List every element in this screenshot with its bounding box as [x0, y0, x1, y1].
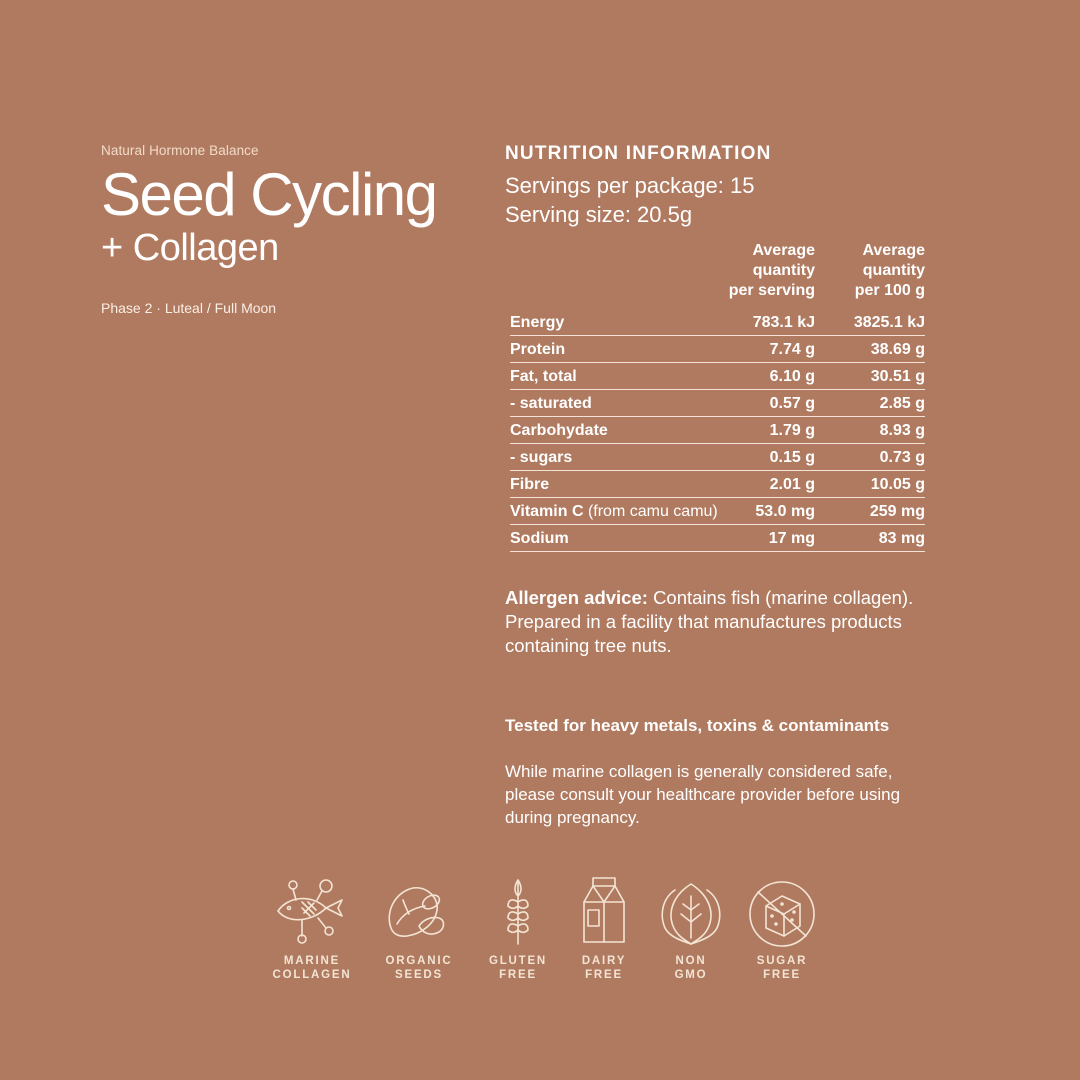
- seeds-icon: [379, 876, 459, 948]
- nutrition-heading: NUTRITION INFORMATION: [505, 143, 772, 164]
- milk-carton-icon: [564, 876, 644, 948]
- nutrient-name: Fat, total: [510, 368, 577, 385]
- allergen-advice: [505, 586, 925, 658]
- nutrient-name: Sodium: [510, 530, 569, 547]
- per-serving-value: 0.15 g: [725, 444, 815, 471]
- product-tagline: Natural Hormone Balance: [101, 143, 259, 158]
- allergen-label: Allergen advice:: [505, 587, 648, 608]
- per-serving-value: 7.74 g: [725, 336, 815, 363]
- per-100g-value: 2.85 g: [815, 390, 925, 417]
- badge-label: GLUTEN FREE: [488, 955, 548, 981]
- per-serving-value: 2.01 g: [725, 471, 815, 498]
- sugar-cube-icon: [742, 876, 822, 948]
- badge-sugar-free: [732, 876, 832, 982]
- col-100-line1: Average: [862, 242, 925, 259]
- product-title-sub: + Collagen: [101, 227, 279, 269]
- nutrition-table-body: [510, 309, 925, 552]
- table-row: [510, 525, 925, 552]
- badge-label: DAIRY FREE: [581, 955, 627, 981]
- nutrient-name-cell: [510, 390, 725, 417]
- nutrient-note: (from camu camu): [587, 503, 718, 520]
- per-100g-value: 30.51 g: [815, 363, 925, 390]
- badge-dairy-free: [554, 876, 654, 982]
- per-serving-value: 783.1 kJ: [725, 309, 815, 336]
- table-row: [510, 417, 925, 444]
- col-100-line2: quantity: [862, 262, 925, 279]
- badge-organic-seeds: [369, 876, 469, 982]
- table-row: [510, 471, 925, 498]
- col-serving-line2: quantity: [752, 262, 815, 279]
- nutrient-name-cell: [510, 444, 725, 471]
- nutrient-name: Carbohydate: [510, 422, 608, 439]
- per-serving-value: 17 mg: [725, 525, 815, 552]
- nutrient-name-cell: [510, 417, 725, 444]
- nutrient-name: - saturated: [510, 395, 592, 412]
- table-row: [510, 444, 925, 471]
- badge-row: [262, 876, 842, 996]
- nutrient-name-cell: [510, 309, 725, 336]
- servings-per-package: Servings per package: 15: [505, 173, 755, 198]
- nutrition-panel: [505, 143, 925, 829]
- table-row: [510, 390, 925, 417]
- product-header: [101, 143, 481, 316]
- badge-gluten-free: [468, 876, 568, 982]
- per-serving-column-header: [725, 241, 815, 309]
- wheat-icon: [478, 876, 558, 948]
- table-row: [510, 336, 925, 363]
- per-100g-value: 10.05 g: [815, 471, 925, 498]
- nutrient-name: - sugars: [510, 449, 573, 466]
- nutrient-name: Fibre: [510, 476, 550, 493]
- allergen-text: Contains fish (marine collagen). Prepared in a facility that manufactures products containing tree nuts.: [505, 587, 914, 656]
- nutrient-name: Vitamin C: [510, 503, 584, 520]
- per-serving-value: 6.10 g: [725, 363, 815, 390]
- per-serving-value: 53.0 mg: [725, 498, 815, 525]
- table-row: [510, 363, 925, 390]
- table-header-row: [510, 241, 925, 309]
- badge-label: SUGAR FREE: [756, 955, 808, 981]
- per-100g-value: 83 mg: [815, 525, 925, 552]
- nutrient-name: Protein: [510, 341, 566, 358]
- fish-icon: [272, 876, 352, 948]
- nutrient-name-cell: [510, 498, 725, 525]
- nutrient-name-cell: [510, 525, 725, 552]
- per-100g-column-header: [815, 241, 925, 309]
- nutrient-name: Energy: [510, 314, 565, 331]
- badge-non-gmo: [641, 876, 741, 982]
- product-phase: Phase 2 · Luteal / Full Moon: [101, 300, 277, 316]
- table-row: [510, 498, 925, 525]
- pregnancy-note: While marine collagen is generally considered safe, please consult your healthcare provider before using during pregnancy.: [505, 762, 901, 827]
- col-100-line3: per 100 g: [854, 282, 925, 299]
- per-100g-value: 3825.1 kJ: [815, 309, 925, 336]
- per-100g-value: 259 mg: [815, 498, 925, 525]
- nutrient-name-cell: [510, 471, 725, 498]
- tested-statement: Tested for heavy metals, toxins & contaminants: [505, 716, 890, 735]
- col-serving-line3: per serving: [728, 282, 815, 299]
- col-serving-line1: Average: [752, 242, 815, 259]
- serving-size: Serving size: 20.5g: [505, 202, 693, 227]
- per-100g-value: 38.69 g: [815, 336, 925, 363]
- product-title: Seed Cycling: [101, 161, 437, 228]
- leaf-icon: [651, 876, 731, 948]
- nutrient-name-cell: [510, 336, 725, 363]
- per-100g-value: 0.73 g: [815, 444, 925, 471]
- nutrient-column-header: [510, 241, 725, 309]
- per-100g-value: 8.93 g: [815, 417, 925, 444]
- badge-label: NON GMO: [674, 955, 708, 981]
- badge-label: ORGANIC SEEDS: [385, 955, 453, 981]
- nutrition-table: [510, 241, 925, 552]
- per-serving-value: 1.79 g: [725, 417, 815, 444]
- badge-label: MARINE COLLAGEN: [272, 955, 352, 981]
- table-row: [510, 309, 925, 336]
- badge-marine-collagen: [262, 876, 362, 982]
- per-serving-value: 0.57 g: [725, 390, 815, 417]
- nutrient-name-cell: [510, 363, 725, 390]
